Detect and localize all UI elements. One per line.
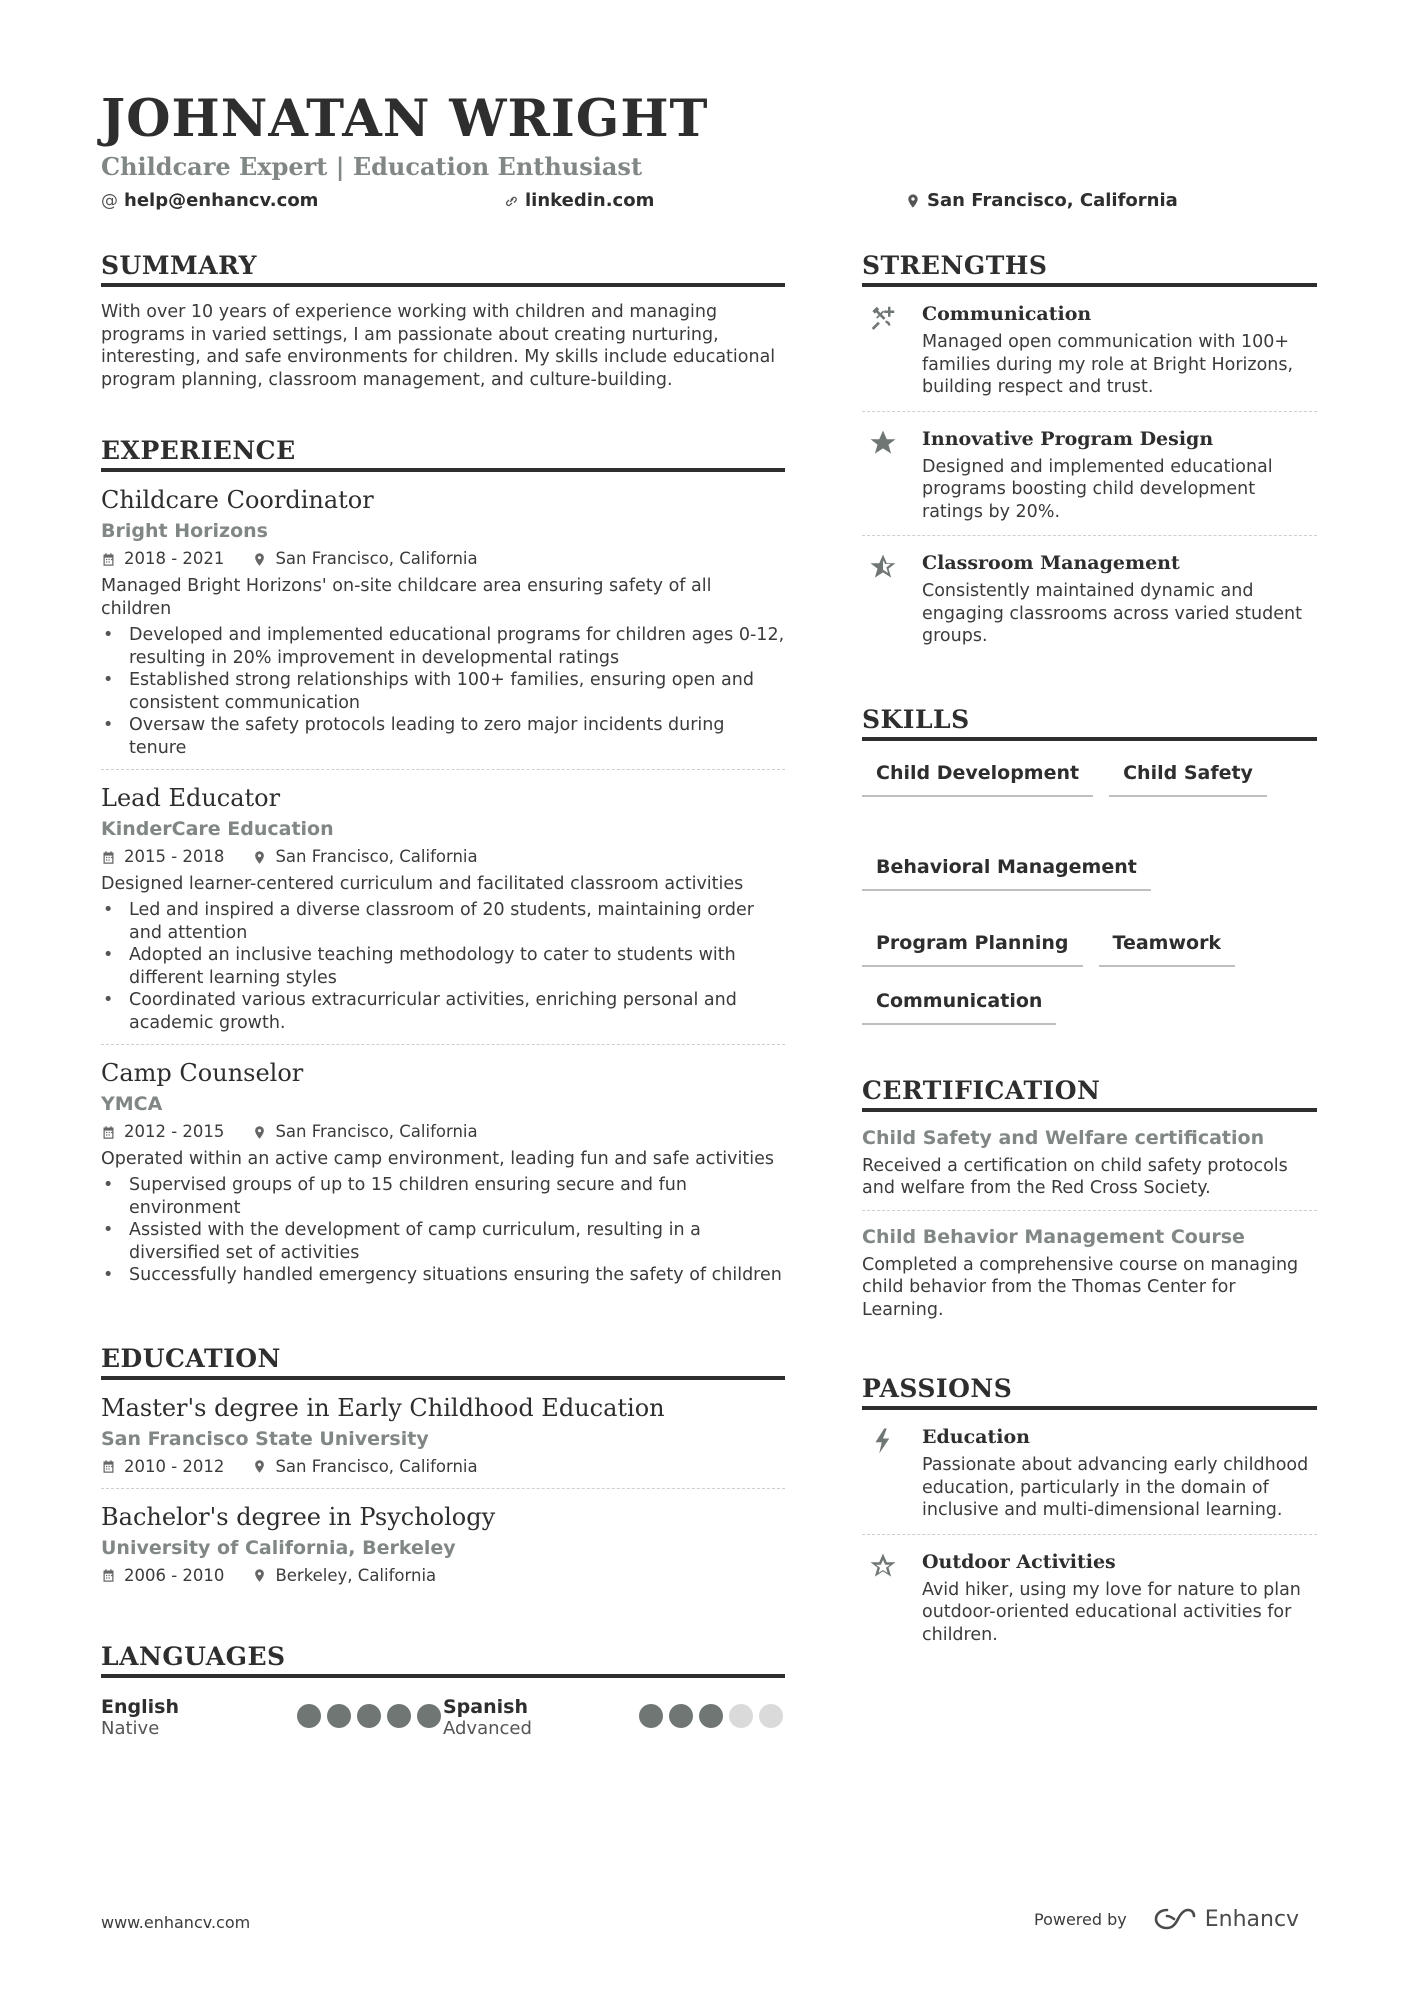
date-location-row (101, 846, 785, 868)
calendar-icon (101, 552, 116, 567)
rating-dot (387, 1704, 411, 1728)
job-description: Designed learner-centered curriculum and facilitated classroom activities (101, 874, 744, 894)
strength-list (862, 287, 1317, 660)
item-icon-wrap (862, 426, 922, 524)
candidate-tagline: Childcare Expert | Education Enthusiast (101, 152, 643, 181)
education-entry (101, 1380, 785, 1489)
bullet-item: • Successfully handled emergency situations ensuring the safety of children (101, 1264, 785, 1287)
summary-heading: SUMMARY (101, 250, 785, 287)
education-list (101, 1380, 785, 1597)
language-text (443, 1696, 532, 1740)
rating-dot (669, 1704, 693, 1728)
location-text: San Francisco, California (275, 847, 478, 866)
powered-by-label: Powered by (1034, 1909, 1127, 1929)
experience-section (101, 435, 785, 1297)
skill-tag: Teamwork (1099, 927, 1236, 967)
skills-heading: SKILLS (862, 704, 1317, 741)
star-icon (868, 428, 898, 458)
calendar-icon (101, 1568, 116, 1583)
left-column (101, 250, 785, 1740)
half-star-icon (868, 552, 898, 582)
education-entry (101, 1489, 785, 1597)
summary-text: With over 10 years of experience working with children and managing programs in varied settings, I am passionate about creating nurturing, interesting, and safe environments for children. My skills include educational program planning, classroom management, and culture-building. (101, 302, 776, 390)
list-item (862, 412, 1317, 537)
star-outline-icon (868, 1551, 898, 1581)
date-location-row (101, 1121, 785, 1143)
job-title: Camp Counselor (101, 1059, 304, 1087)
footer-website[interactable]: www.enhancv.com (101, 1913, 251, 1932)
communication-icon (868, 303, 898, 333)
date-location-row (101, 1456, 785, 1478)
calendar-icon (101, 850, 116, 865)
company-name: KinderCare Education (101, 818, 334, 840)
enhancv-logo-icon (1153, 1906, 1197, 1932)
location-pin-icon (252, 1459, 267, 1474)
rating-dot (297, 1704, 321, 1728)
rating-dot (417, 1704, 441, 1728)
item-description: Managed open communication with 100+ families during my role at Bright Horizons, building respect and trust. (922, 332, 1294, 397)
list-item (862, 1535, 1317, 1659)
contact-email[interactable] (101, 190, 318, 211)
job-bullets (101, 624, 785, 759)
location-pin-icon (252, 1568, 267, 1583)
email-text: help@enhancv.com (124, 190, 319, 211)
rating-dot (357, 1704, 381, 1728)
certification-heading: CERTIFICATION (862, 1075, 1317, 1112)
skill-tag: Child Safety (1109, 757, 1267, 797)
date-text: 2010 - 2012 (124, 1456, 225, 1476)
strengths-heading: STRENGTHS (862, 250, 1317, 287)
language-list (101, 1696, 785, 1740)
list-item (862, 287, 1317, 412)
location (252, 548, 477, 570)
job-entry (101, 1045, 785, 1297)
language-name: English (101, 1695, 179, 1718)
resume-header (101, 88, 1316, 216)
link-icon (503, 193, 519, 209)
list-item (862, 536, 1317, 660)
rating-dot (729, 1704, 753, 1728)
job-bullets (101, 1174, 785, 1287)
experience-heading: EXPERIENCE (101, 435, 785, 472)
language-rating (297, 1704, 441, 1728)
item-body (922, 550, 1317, 648)
school-name: University of California, Berkeley (101, 1536, 456, 1559)
job-description: Managed Bright Horizons' on-site childcare area ensuring safety of all children (101, 576, 712, 619)
location-pin-icon (905, 193, 921, 209)
language-level: Native (101, 1717, 160, 1739)
bullet-item: • Developed and implemented educational programs for children ages 0-12, resulting in 20% improvement in developmental ratings (101, 624, 785, 669)
certification-list (862, 1112, 1317, 1332)
certification-section (862, 1075, 1317, 1332)
languages-section (101, 1641, 785, 1740)
date-text: 2018 - 2021 (124, 549, 225, 568)
rating-dot (759, 1704, 783, 1728)
item-body (922, 1549, 1317, 1647)
date-range (101, 1565, 224, 1587)
item-icon-wrap (862, 301, 922, 399)
location (252, 1121, 477, 1143)
passions-heading: PASSIONS (862, 1373, 1317, 1410)
brand-name: Enhancv (1204, 1906, 1300, 1932)
rating-dot (327, 1704, 351, 1728)
date-text: 2015 - 2018 (124, 847, 225, 866)
location-text: San Francisco, California (275, 549, 478, 568)
bullet-item: • Supervised groups of up to 15 children ensuring secure and fun environment (101, 1174, 785, 1219)
education-heading: EDUCATION (101, 1343, 785, 1380)
item-icon-wrap (862, 550, 922, 648)
date-range (101, 1456, 224, 1478)
date-range (101, 548, 224, 570)
summary-section (101, 250, 785, 391)
company-name: YMCA (101, 1093, 163, 1115)
skill-tag: Communication (862, 985, 1056, 1025)
bullet-item: • Coordinated various extracurricular activities, enriching personal and academic growth. (101, 989, 785, 1034)
language-level: Advanced (443, 1717, 532, 1739)
contact-bar (101, 190, 1316, 216)
location-pin-icon (252, 1125, 267, 1140)
item-title: Outdoor Activities (922, 1550, 1116, 1573)
date-text: 2006 - 2010 (124, 1565, 225, 1585)
job-entry (101, 770, 785, 1045)
linkedin-text: linkedin.com (525, 190, 655, 211)
footer-branding (1034, 1906, 1299, 1932)
certification-title: Child Safety and Welfare certification (862, 1126, 1265, 1149)
skill-list (862, 757, 1317, 1025)
contact-linkedin[interactable] (503, 190, 654, 211)
right-column (862, 250, 1317, 1658)
language-entry (101, 1696, 443, 1740)
language-name: Spanish (443, 1695, 528, 1718)
languages-heading: LANGUAGES (101, 1641, 785, 1678)
location-pin-icon (252, 850, 267, 865)
bullet-item: • Led and inspired a diverse classroom of 20 students, maintaining order and attention (101, 899, 785, 944)
language-rating (639, 1704, 783, 1728)
certification-entry (862, 1112, 1317, 1211)
calendar-icon (101, 1125, 116, 1140)
certification-title: Child Behavior Management Course (862, 1225, 1245, 1248)
school-name: San Francisco State University (101, 1427, 429, 1450)
item-body (922, 1424, 1317, 1522)
list-item (862, 1410, 1317, 1535)
item-icon-wrap (862, 1549, 922, 1647)
date-text: 2012 - 2015 (124, 1122, 225, 1141)
location-text: San Francisco, California (275, 1122, 478, 1141)
passion-list (862, 1410, 1317, 1658)
item-description: Passionate about advancing early childhood education, particularly in the domain of inclusive and multi-dimensional learning. (922, 1455, 1309, 1520)
item-description: Consistently maintained dynamic and engaging classrooms across varied student groups. (922, 581, 1302, 646)
date-location-row (101, 548, 785, 570)
skills-section (862, 704, 1317, 1025)
bullet-item: • Oversaw the safety protocols leading to zero major incidents during tenure (101, 714, 785, 759)
location-text: San Francisco, California (927, 190, 1178, 211)
bullet-item: • Adopted an inclusive teaching methodology to cater to students with different learning styles (101, 944, 785, 989)
item-icon-wrap (862, 1424, 922, 1522)
calendar-icon (101, 1459, 116, 1474)
location (252, 1456, 477, 1478)
job-title: Childcare Coordinator (101, 486, 374, 514)
certification-entry (862, 1211, 1317, 1332)
language-text (101, 1696, 179, 1740)
item-description: Avid hiker, using my love for nature to plan outdoor-oriented educational activities for children. (922, 1579, 1301, 1645)
job-list (101, 472, 785, 1297)
item-body (922, 301, 1317, 399)
item-title: Education (922, 1426, 1030, 1448)
item-title: Communication (922, 303, 1092, 325)
date-range (101, 1121, 224, 1143)
company-name: Bright Horizons (101, 520, 268, 542)
skill-tag: Child Development (862, 757, 1093, 797)
bullet-item: • Assisted with the development of camp curriculum, resulting in a diversified set of activities (101, 1219, 785, 1264)
enhancv-logo[interactable] (1153, 1906, 1299, 1932)
item-body (922, 426, 1317, 524)
date-range (101, 846, 224, 868)
date-location-row (101, 1565, 785, 1587)
passions-section (862, 1373, 1317, 1658)
job-bullets (101, 899, 785, 1034)
rating-dot (639, 1704, 663, 1728)
location-text: San Francisco, California (275, 1456, 478, 1476)
education-section (101, 1343, 785, 1597)
location (252, 1565, 436, 1587)
item-title: Classroom Management (922, 552, 1180, 574)
degree-title: Master's degree in Early Childhood Education (101, 1393, 665, 1422)
degree-title: Bachelor's degree in Psychology (101, 1502, 496, 1531)
strengths-section (862, 250, 1317, 660)
job-title: Lead Educator (101, 784, 281, 812)
location-text: Berkeley, California (275, 1565, 437, 1585)
skill-tag: Behavioral Management (862, 851, 1151, 891)
job-description: Operated within an active camp environment, leading fun and safe activities (101, 1149, 774, 1169)
rating-dot (699, 1704, 723, 1728)
job-entry (101, 472, 785, 770)
candidate-name: JOHNATAN WRIGHT (101, 89, 709, 149)
skill-tag: Program Planning (862, 927, 1083, 967)
location-pin-icon (252, 552, 267, 567)
item-description: Designed and implemented educational programs boosting child development ratings by 20%. (922, 456, 1273, 522)
bullet-item: • Established strong relationships with 100+ families, ensuring open and consistent communication (101, 669, 785, 714)
lightning-icon (868, 1426, 898, 1456)
certification-description: Completed a comprehensive course on managing child behavior from the Thomas Center for Learning. (862, 1254, 1299, 1320)
certification-description: Received a certification on child safety protocols and welfare from the Red Cross Society. (862, 1155, 1288, 1198)
at-icon: @ (101, 190, 118, 211)
language-entry (443, 1696, 785, 1740)
contact-location (905, 190, 1178, 211)
item-title: Innovative Program Design (922, 427, 1214, 450)
location (252, 846, 477, 868)
